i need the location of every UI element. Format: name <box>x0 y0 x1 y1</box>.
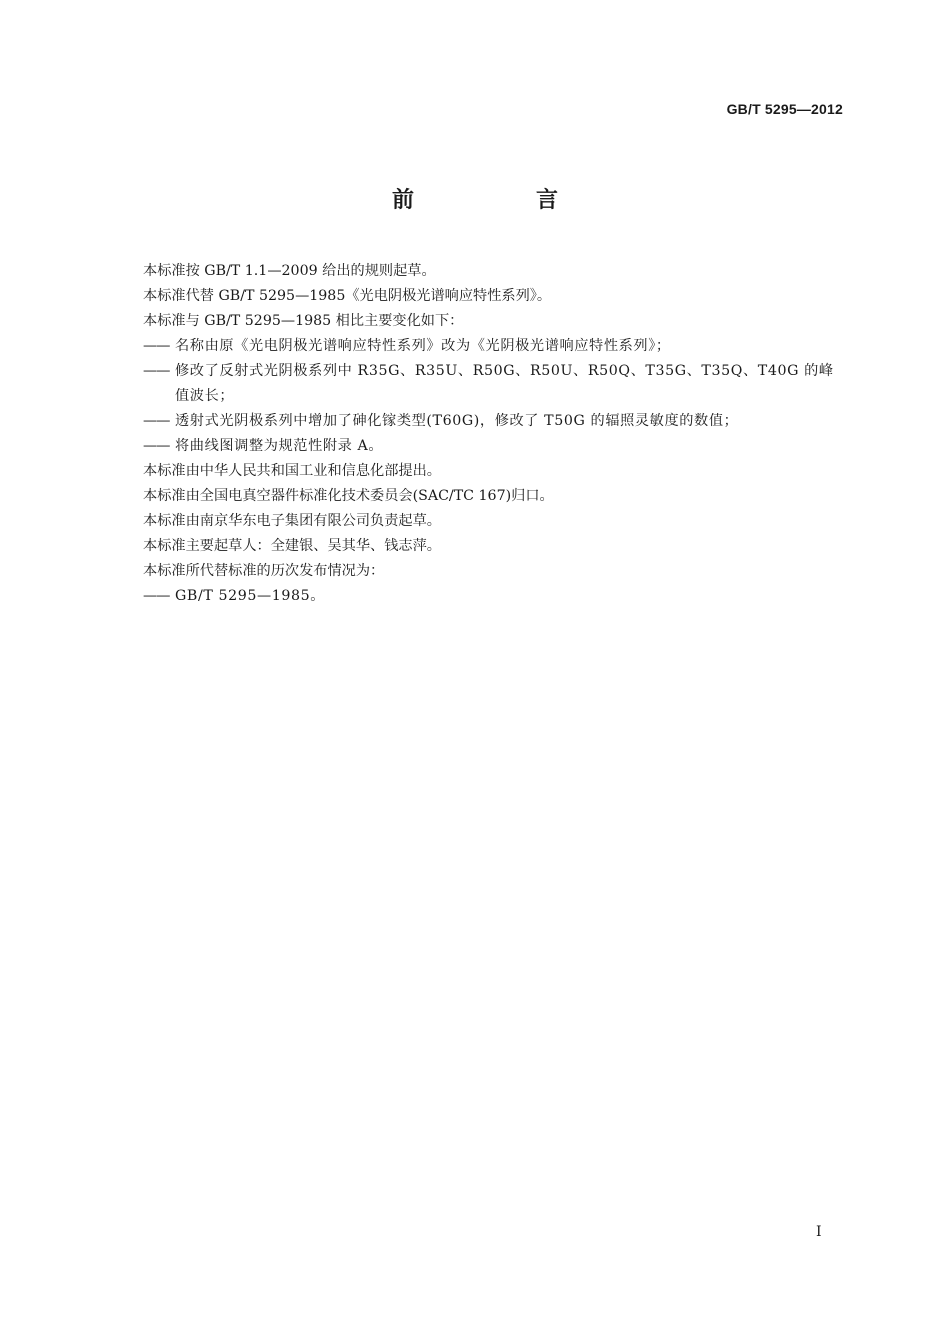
dash-marker: —— <box>143 363 170 379</box>
standard-code: GB/T 5295—2012 <box>726 101 843 117</box>
list-item-text: GB/T 5295—1985。 <box>175 588 326 604</box>
paragraph-drafting-rules: 本标准按 GB/T 1.1—2009 给出的规则起草。 <box>143 263 436 279</box>
dash-marker: —— <box>143 338 170 354</box>
list-item-history <box>143 584 848 609</box>
dash-marker: —— <box>143 438 170 454</box>
page-number: I <box>816 1224 822 1240</box>
list-item-text: 名称由原《光电阴极光谱响应特性系列》改为《光阴极光谱响应特性系列》； <box>175 338 671 354</box>
paragraph-drafted-by: 本标准由南京华东电子集团有限公司负责起草。 <box>143 513 441 529</box>
paragraph-under-jurisdiction: 本标准由全国电真空器件标准化技术委员会(SAC/TC 167)归口。 <box>143 488 554 504</box>
paragraph-proposed-by: 本标准由中华人民共和国工业和信息化部提出。 <box>143 463 441 479</box>
list-item-text: 修改了反射式光阴极系列中 R35G、R35U、R50G、R50U、R50Q、T35G、T35Q、T40G 的峰值波长； <box>175 363 834 404</box>
paragraph-main-drafters: 本标准主要起草人：全建银、吴其华、钱志萍。 <box>143 538 441 554</box>
document-body <box>143 259 848 609</box>
dash-marker: —— <box>143 588 170 604</box>
list-item-change <box>143 434 848 459</box>
paragraph-replaces: 本标准代替 GB/T 5295—1985《光电阴极光谱响应特性系列》。 <box>143 288 552 304</box>
paragraph-history-intro: 本标准所代替标准的历次发布情况为： <box>143 563 385 579</box>
list-item-change <box>143 409 848 434</box>
list-item-text: 将曲线图调整为规范性附录 A。 <box>175 438 384 454</box>
page-title: 前 言 <box>391 188 608 213</box>
dash-marker: —— <box>143 413 170 429</box>
list-item-text: 透射式光阴极系列中增加了砷化镓类型(T60G)，修改了 T50G 的辐照灵敏度的数值； <box>175 413 739 429</box>
list-item-change <box>143 334 848 359</box>
paragraph-changes-intro: 本标准与 GB/T 5295—1985 相比主要变化如下： <box>143 313 464 329</box>
list-item-change <box>143 359 848 409</box>
